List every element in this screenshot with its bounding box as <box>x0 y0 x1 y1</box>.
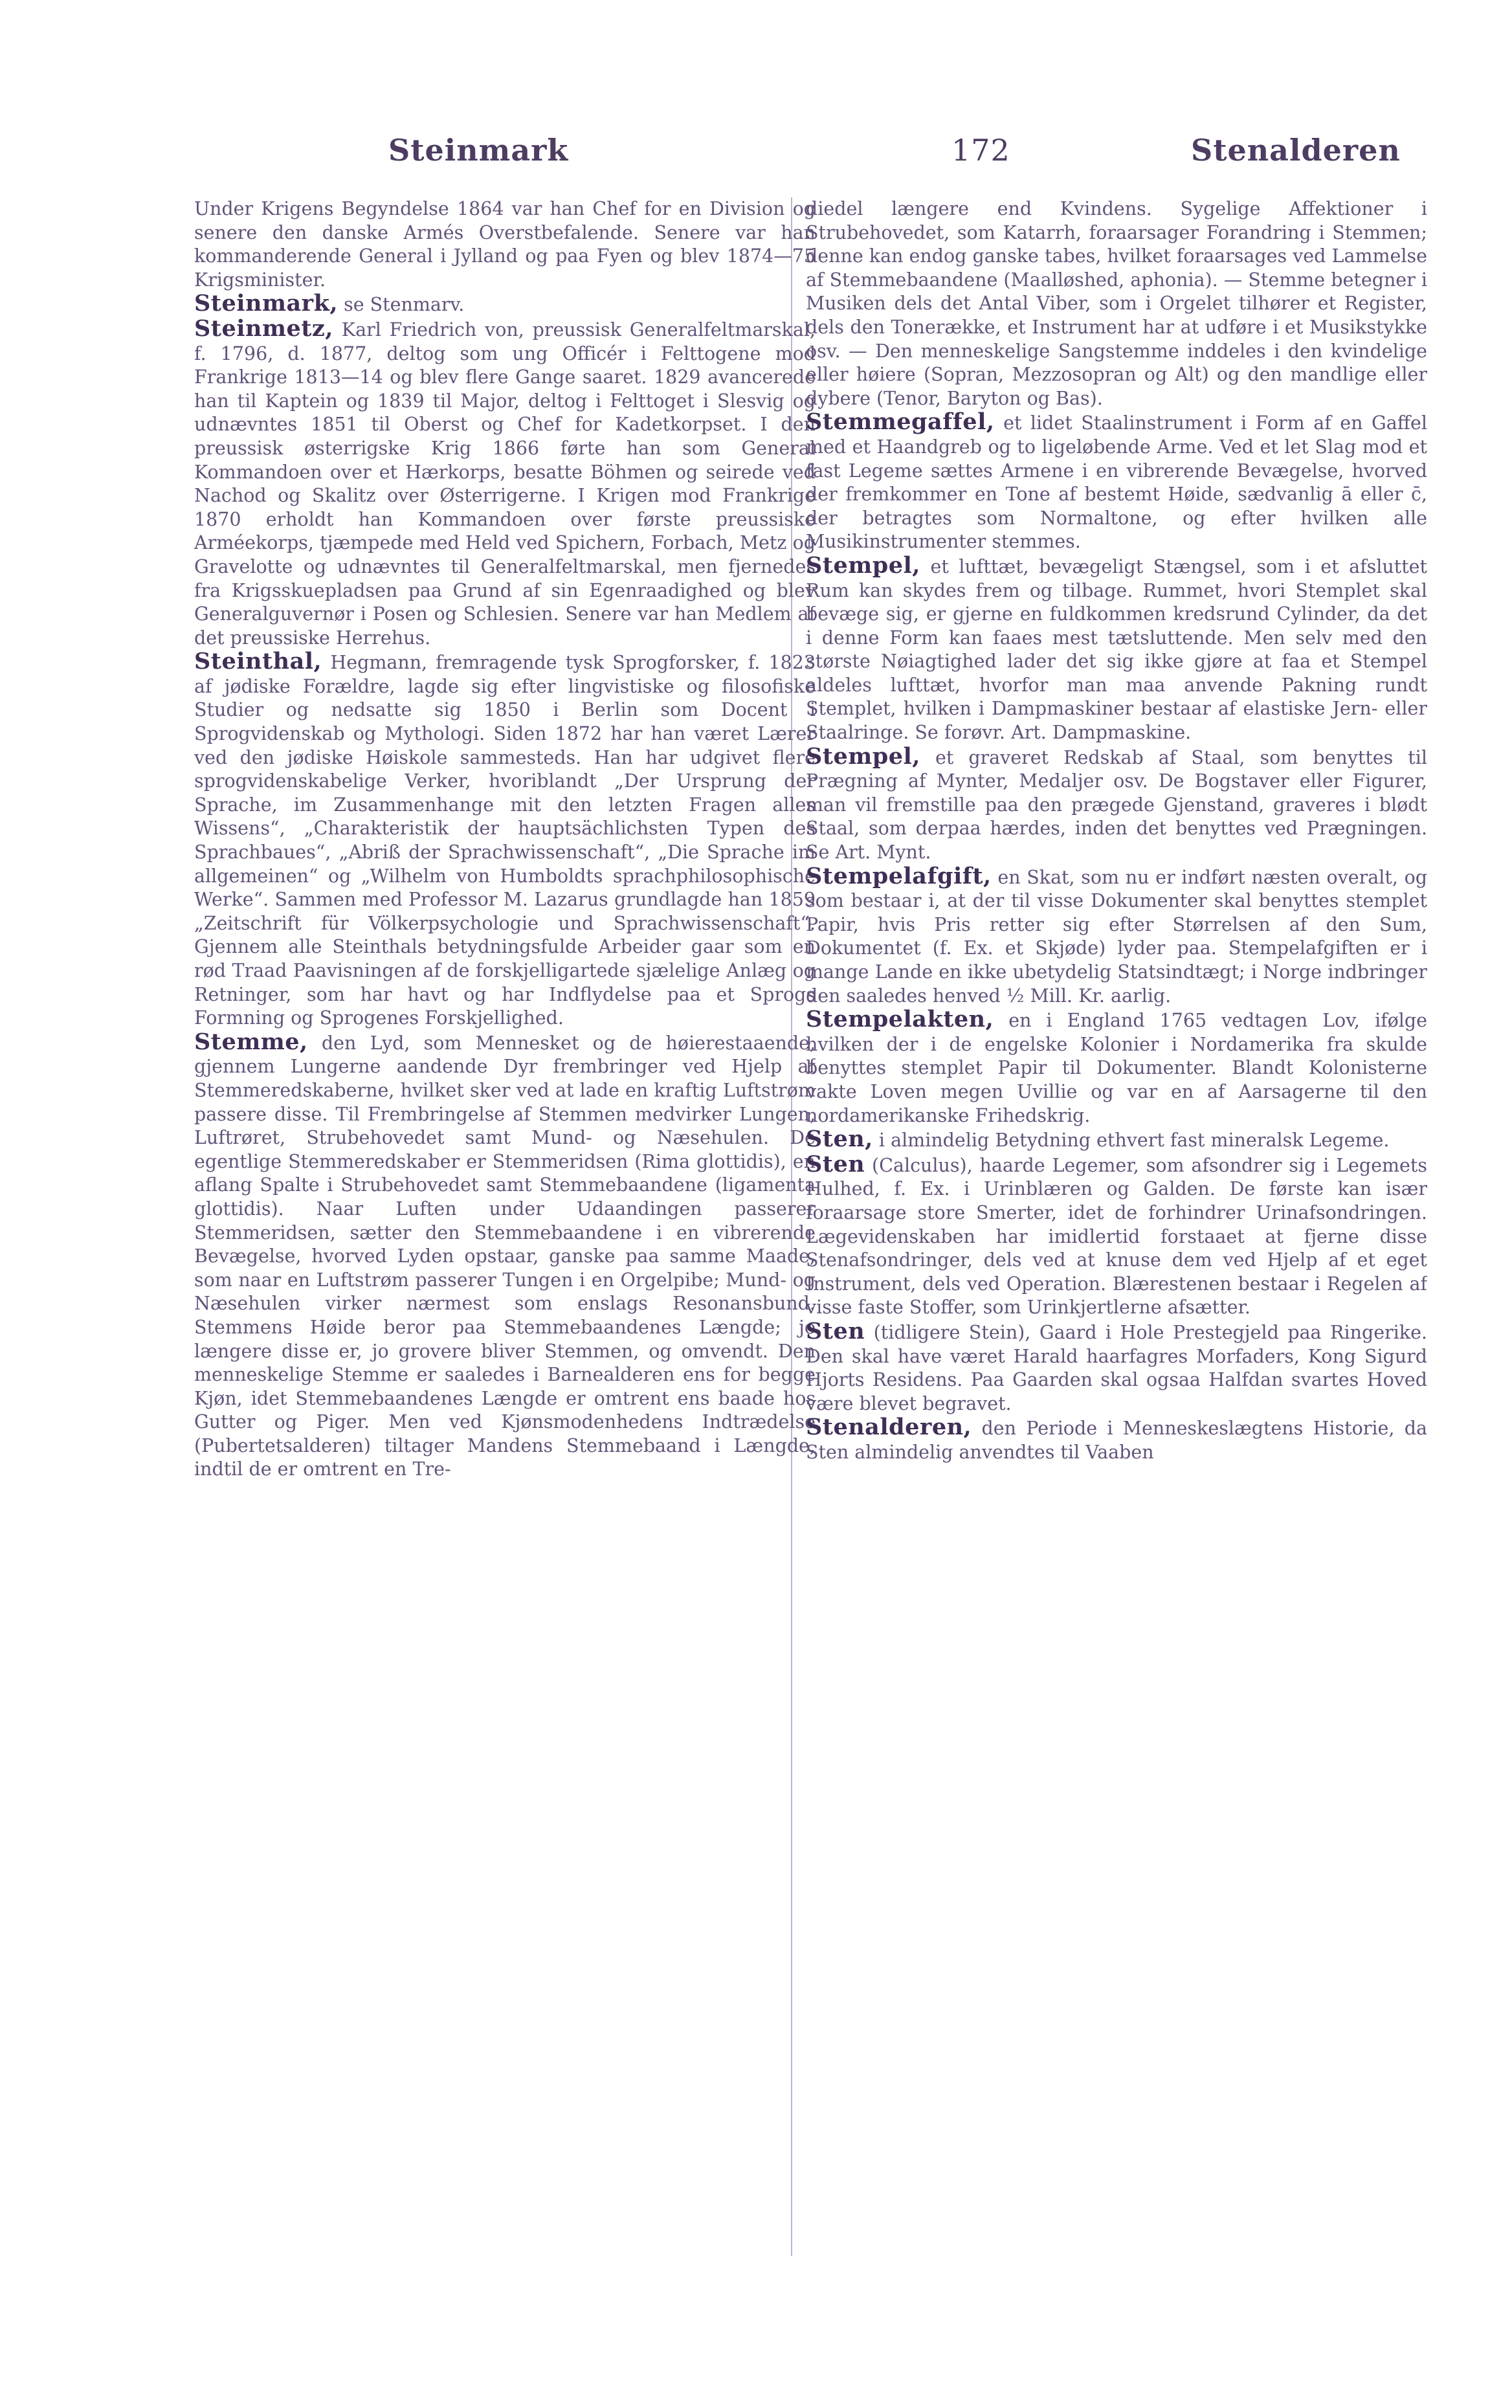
entry-continuation <box>806 197 1427 410</box>
entry-stempelakten <box>806 1008 1427 1128</box>
header-right-catchword: Stenalderen <box>1191 133 1401 168</box>
entry-text: en i England 1765 vedtagen Lov, ifølge hvilken der i de engelske Kolonier i Nordamerika fra skulde benyttes stemplet Papir til Dokumenter. Blandt Kolonisterne vakte Loven megen Uvillie og var en af Aarsagerne til den nordamerikanske Frihedskrig. <box>806 1010 1427 1126</box>
entry-headword: Stemme, <box>194 1028 308 1055</box>
entry-sten-1 <box>806 1128 1427 1153</box>
entry-continuation <box>194 197 816 292</box>
page-header <box>194 133 1443 178</box>
entry-headword: Stempelakten, <box>806 1006 994 1033</box>
entry-text: den Lyd, som Mennesket og de høierestaaende, gjennem Lungerne aandende Dyr frembringer ved Hjelp af Stemmeredskaberne, hvilket sker ved at lade en kraftig Luftstrøm passere disse. Til Frembringelse af Stemmen medvirker Lungen, Luftrøret, Strubehovedet samt Mund- og Næsehulen. De egentlige Stemmeredskaber er Stemmeridsen (Rima glottidis), en aflang Spalte i Strubehovedet samt Stemmebaandene (ligamenta glottidis). Naar Luften under Udaandingen passerer Stemmeridsen, sætter den Stemmebaandene i en vibrerende Bevægelse, hvorved Lyden opstaar, ganske paa samme Maade, som naar en Luftstrøm passerer Tungen i en Orgelpibe; Mund- og Næsehulen virker nærmest som enslags Resonansbund. Stemmens Høide beror paa Stemmebaandenes Længde; jo længere disse er, jo grovere bliver Stemmen, og omvendt. Den menneskelige Stemme er saaledes i Barnealderen ens for begge Kjøn, idet Stemmebaandenes Længde er omtrent ens baade hos Gutter og Piger. Men ved Kjønsmodenhedens Indtrædelse (Pubertetsalderen) tiltager Mandens Stemmebaand i Længde, indtil de er omtrent en Tre- <box>194 1032 816 1480</box>
entry-sten-3 <box>806 1317 1427 1416</box>
left-column <box>194 197 816 2262</box>
entry-text: i almindelig Betydning ethvert fast mineralsk Legeme. <box>873 1130 1390 1152</box>
entry-stemme <box>194 1028 816 1482</box>
entry-headword: Stempel, <box>806 742 920 770</box>
entry-text: Karl Friedrich von, preussisk Generalfeltmarskal, f. 1796, d. 1877, deltog som ung Officér i Felttogene mod Frankrige 1813—14 og blev flere Gange saaret. 1829 avancerede han til Kaptein og 1839 til Major, deltog i Felttoget i Slesvig og udnævntes 1851 til Oberst og Chef for Kadetkorpset. I den preussisk østerrigske Krig 1866 førte han som General Kommandoen over et Hærkorps, besatte Böhmen og seirede ved Nachod og Skalitz over Østerrigerne. I Krigen mod Frankrige 1870 erholdt han Kommandoen over første preussiske Arméekorps, tjæmpede med Held ved Spichern, Forbach, Metz og Gravelotte og udnævntes til Generalfeltmarskal, men fjernedes fra Krigsskuepladsen paa Grund af sin Egenraadighed og blev Generalguvernør i Posen og Schlesien. Senere var han Medlem af det preussiske Herrehus. <box>194 318 816 649</box>
entry-text: se Stenmarv. <box>338 294 465 316</box>
entry-text: Under Krigens Begyndelse 1864 var han Chef for en Division og senere den danske Armés Overstbefalende. Senere var han kommanderende General i Jylland og paa Fyen og blev 1874—75 Krigsminister. <box>194 198 816 291</box>
entry-text: den Periode i Menneskeslægtens Historie, da Sten almindelig anvendtes til Vaaben <box>806 1418 1427 1463</box>
entry-headword: Sten <box>806 1317 865 1344</box>
entry-headword: Sten <box>806 1150 865 1177</box>
entry-text: en Skat, som nu er indført næsten overalt, og som bestaar i, at der til visse Dokumenter skal benyttes stemplet Papir, hvis Pris retter sig efter Størrelsen af den Sum, Dokumentet (f. Ex. et Skjøde) lyder paa. Stempelafgiften er i mange Lande en ikke ubetydelig Statsindtægt; i Norge indbringer den saaledes henved ½ Mill. Kr. aarlig. <box>806 866 1427 1007</box>
entry-headword: Steinthal, <box>194 648 322 675</box>
entry-text: (Calculus), haarde Legemer, som afsondrer sig i Legemets Hulhed, f. Ex. i Urinblæren og Galden. De første kan især foraarsage store Smerter, idet de forhindrer Urinafsondringen. Lægevidenskaben har imidlertid forstaaet at fjerne disse Stenafsondringer, dels ved at knuse dem ved Hjelp af et eget Instrument, dels ved Operation. Blærestenen bestaar i Regelen af visse faste Stoffer, som Urinkjertlerne afsætter. <box>806 1154 1427 1319</box>
entry-headword: Steinmetz, <box>194 315 333 342</box>
entry-stempel-1 <box>806 554 1427 745</box>
entry-stempel-2 <box>806 742 1427 865</box>
entry-headword: Sten, <box>806 1126 873 1153</box>
entry-stempelafgift <box>806 862 1427 1009</box>
entry-text: (tidligere Stein), Gaard i Hole Prestegjeld paa Ringerike. Den skal have været Harald haarfagres Morfaders, Kong Sigurd Hjorts Residens. Paa Gaarden skal ogsaa Halfdan svartes Hoved være blevet begravet. <box>806 1321 1427 1414</box>
entry-stemmegaffel <box>806 410 1427 554</box>
entry-headword: Stemmegaffel, <box>806 408 995 436</box>
entry-headword: Stempel, <box>806 552 920 579</box>
entry-steinmark <box>194 292 816 317</box>
entry-text: et lidet Staalinstrument i Form af en Gaffel med et Haandgreb og to ligeløbende Arme. Ved et let Slag mod et fast Legeme sættes Armene i en vibrerende Bevægelse, hvorved der fremkommer en Tone af bestemt Høide, sædvanlig ā eller c̄, der betragtes som Normaltone, og efter hvilken alle Musikinstrumenter stemmes. <box>806 412 1427 553</box>
entry-headword: Steinmark, <box>194 290 339 317</box>
entry-text: et lufttæt, bevægeligt Stængsel, som i et afsluttet Rum kan skydes frem og tilbage. Rummet, hvori Stemplet skal bevæge sig, er gjerne en fuldkommen kredsrund Cylinder, da det i denne Form kan faaes mest tætsluttende. Men selv med den største Nøiagtighed lader det sig ikke gjøre at faa et Stempel aldeles lufttæt, hvorfor man maa anvende Pakning rundt Stemplet, hvilken i Dampmaskiner bestaar af elastiske Jern- eller Staalringe. Se forøvr. Art. Dampmaskine. <box>806 555 1427 744</box>
entry-sten-2 <box>806 1150 1427 1320</box>
entry-steinthal <box>194 650 816 1031</box>
entry-text: Hegmann, fremragende tysk Sprogforsker, f. 1823 af jødiske Forældre, lagde sig efter lingvistiske og filosofiske Studier og nedsatte sig 1850 i Berlin som Docent i Sprogvidenskab og Mythologi. Siden 1872 har han været Lærer ved den jødiske Høiskole sammesteds. Han har udgivet flere sprogvidenskabelige Verker, hvoriblandt „Der Ursprung der Sprache, im Zusammenhange mit den letzten Fragen alles Wissens“, „Charakteristik der hauptsächlichsten Typen des Sprachbaues“, „Abriß der Sprachwissenschaft“, „Die Sprache im allgemeinen“ og „Wilhelm von Humboldts sprachphilosophische Werke“. Sammen med Professor M. Lazarus grundlagde han 1859 „Zeitschrift für Völkerpsychologie und Sprachwissenschaft“. Gjennem alle Steinthals betydningsfulde Arbeider gaar som en rød Traad Paavisningen af de forskjelligartede sjælelige Anlæg og Retninger, som har havt og har Indflydelse paa et Sprogs Formning og Sprogenes Forskjellighed. <box>194 652 816 1029</box>
entry-text: diedel længere end Kvindens. Sygelige Affektioner i Strubehovedet, som Katarrh, foraarsager Forandring i Stemmen; denne kan endog ganske tabes, hvilket foraarsages ved Lammelse af Stemmebaandene (Maalløshed, aphonia). — Stemme betegner i Musiken dels det Antal Viber, som i Orgelet tilhører et Register, dels den Tonerække, et Instrument har at udføre i et Musikstykke osv. — Den menneskelige Sangstemme inddeles i den kvindelige eller høiere (Sopran, Mezzosopran og Alt) og den mandlige eller dybere (Tenor, Baryton og Bas). <box>806 198 1427 409</box>
entry-headword: Stenalderen, <box>806 1414 972 1441</box>
entry-headword: Stempelafgift, <box>806 862 992 889</box>
header-left-catchword: Steinmark <box>388 133 569 168</box>
entry-text: et graveret Redskab af Staal, som benyttes til Prægning af Mynter, Medaljer osv. De Bogstaver eller Figurer, man vil fremstille paa den prægede Gjenstand, graveres i blødt Staal, som derpaa hærdes, inden det benyttes ved Prægningen. Se Art. Mynt. <box>806 746 1427 864</box>
entry-stenalderen <box>806 1416 1427 1464</box>
right-column <box>806 197 1427 2262</box>
entry-steinmetz <box>194 317 816 650</box>
page-number: 172 <box>951 133 1010 168</box>
